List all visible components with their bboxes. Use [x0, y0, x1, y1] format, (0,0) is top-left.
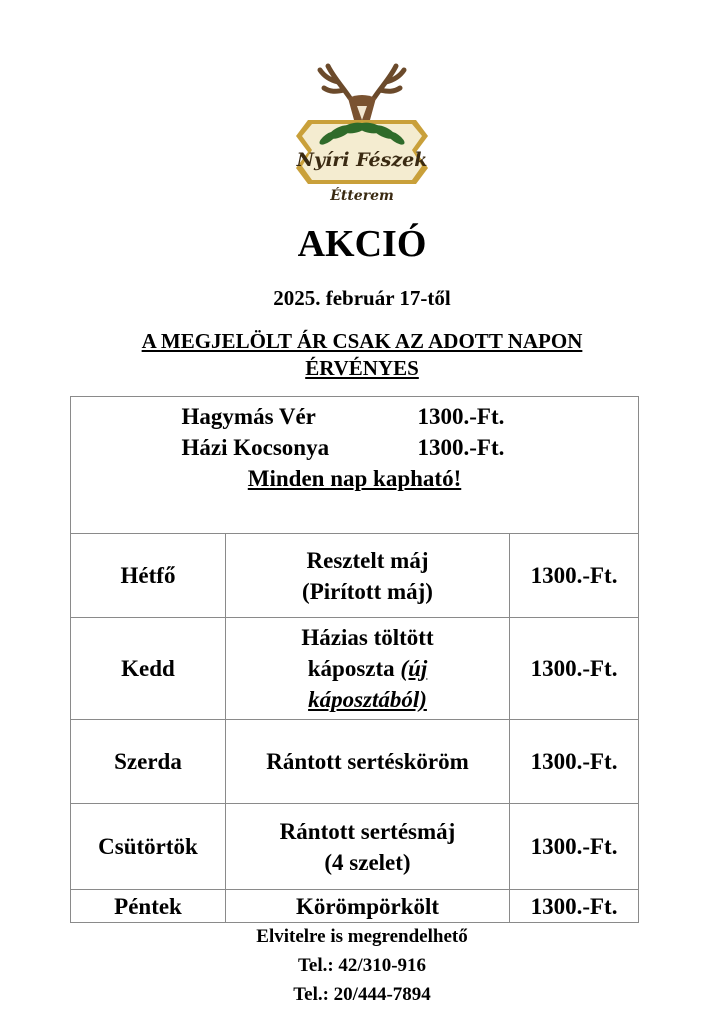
dish-line: Rántott sertésmáj: [279, 818, 456, 844]
menu-table: [70, 396, 639, 923]
dish-line: (Pirított máj): [302, 578, 433, 604]
day-cell: Kedd: [71, 618, 226, 720]
day-cell: Csütörtök: [71, 804, 226, 890]
footer-contact: [0, 922, 724, 1009]
day-cell: Szerda: [71, 720, 226, 804]
daily-item-price: 1300.-Ft.: [417, 404, 505, 429]
price-cell: 1300.-Ft.: [510, 890, 639, 923]
takeaway-note: Elvitelre is megrendelhető: [256, 926, 468, 947]
dish-line: Resztelt máj: [306, 547, 429, 573]
daily-availability: Minden nap kapható!: [247, 466, 462, 491]
menu-row-monday: [71, 534, 639, 618]
notice-line-2: ÉRVÉNYES: [305, 356, 419, 380]
page-title: AKCIÓ: [297, 223, 427, 265]
price-cell: 1300.-Ft.: [510, 618, 639, 720]
logo-subtitle: Étterem: [330, 188, 394, 204]
price-cell: 1300.-Ft.: [510, 720, 639, 804]
menu-row-thursday: [71, 804, 639, 890]
dish-note: (új: [400, 656, 428, 681]
notice-line-1: A MEGJELÖLT ÁR CSAK AZ ADOTT NAPON: [141, 329, 583, 353]
daily-item: [71, 401, 638, 432]
dish-line: Házias töltött: [301, 625, 434, 650]
daily-item-price: 1300.-Ft.: [417, 435, 505, 460]
dish-line: (4 szelet): [324, 849, 411, 875]
menu-row-friday: [71, 890, 639, 923]
offer-date: 2025. február 17-től: [273, 286, 451, 310]
phone-number: Tel.: 42/310-916: [297, 955, 427, 976]
dish-cell: Körömpörkölt: [226, 890, 510, 923]
restaurant-logo: [262, 58, 462, 208]
dish-cell: [226, 534, 510, 618]
dish-cell: Rántott sertésköröm: [226, 720, 510, 804]
daily-specials-cell: [71, 397, 639, 534]
phone-number: Tel.: 20/444-7894: [293, 984, 431, 1005]
daily-item-name: Házi Kocsonya: [181, 435, 330, 460]
day-cell: Péntek: [71, 890, 226, 923]
dish-cell: [226, 804, 510, 890]
price-notice: [0, 328, 724, 382]
daily-specials-row: [71, 397, 639, 534]
deer-logo-icon: [262, 58, 462, 208]
daily-item: [71, 432, 638, 463]
menu-row-tuesday: [71, 618, 639, 720]
price-cell: 1300.-Ft.: [510, 534, 639, 618]
logo-name: Nyíri Fészek: [296, 149, 428, 171]
menu-row-wednesday: [71, 720, 639, 804]
day-cell: Hétfő: [71, 534, 226, 618]
daily-item-name: Hagymás Vér: [181, 404, 316, 429]
dish-line: káposzta: [307, 656, 401, 681]
dish-note: káposztából): [308, 687, 427, 712]
dish-cell: [226, 618, 510, 720]
price-cell: 1300.-Ft.: [510, 804, 639, 890]
